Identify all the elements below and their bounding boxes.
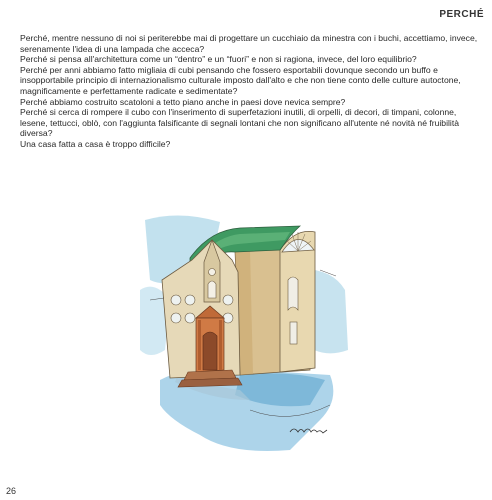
page-header-title: PERCHÉ — [439, 9, 484, 20]
door-column — [219, 320, 222, 370]
paragraph: Perché si pensa all'architettura come un “dentro” e un “fuori” e non si ragiona, invece, del loro equilibrio? — [20, 54, 417, 65]
side-window — [288, 277, 298, 310]
paragraph: Perché abbiamo costruito scatoloni a tetto piano anche in paesi dove nevica sempre? — [20, 96, 346, 107]
porthole-window — [171, 313, 181, 323]
tower-window — [209, 269, 216, 276]
house-watercolor-illustration — [140, 210, 352, 456]
paragraph: Perché si cerca di rompere il cubo con l'inserimento di superfetazioni inutili, di orpelli, di decori, di timpani, colonne, lesene, tettucci, oblò, con l'aggiunta falsificante di segnali lontani che non significano all'utente né novità né fruibilità diversa? — [20, 107, 459, 139]
door-opening — [203, 332, 217, 370]
tower-arch-window — [208, 281, 216, 298]
porthole-window — [171, 295, 181, 305]
porthole-window — [223, 295, 233, 305]
porthole-window — [185, 313, 195, 323]
paragraph: Una casa fatta a casa è troppo difficile? — [20, 138, 171, 149]
paragraph: Perché, mentre nessuno di noi si periterebbe mai di progettare un cucchiaio da minestra con i buchi, accettiamo, invece, serenamente l'idea di una lampada che acceca? — [20, 33, 478, 54]
side-window — [290, 322, 297, 344]
house-sketch-svg — [140, 210, 352, 456]
porthole-window — [185, 295, 195, 305]
body-text — [20, 33, 480, 150]
paragraph: Perché per anni abbiamo fatto migliaia di cubi pensando che fossero esportabili dovunque secondo un buffo e insopportabile principio di internazionalismo culturale imposto dall'alto e che non tiene conto delle culture autoctone, magnificamente e perfettamente radicate e sedimentate? — [20, 64, 461, 96]
door-column — [198, 320, 201, 370]
page-number: 26 — [6, 486, 17, 496]
